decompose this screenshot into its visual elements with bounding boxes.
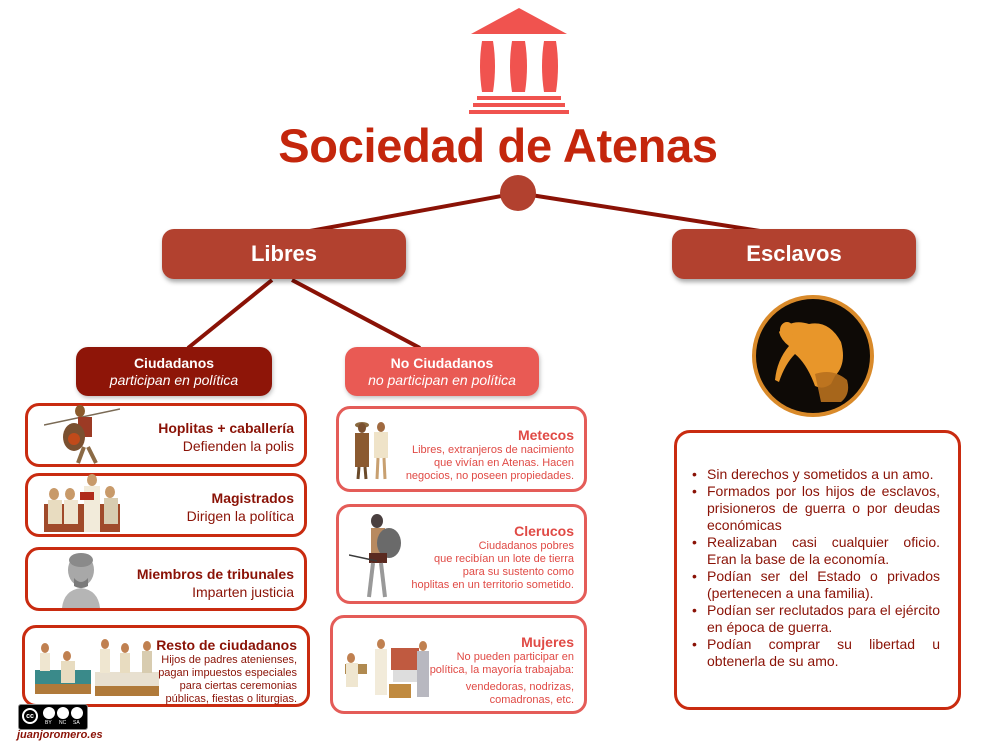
clerucos-desc-line-1: Ciudadanos pobres bbox=[478, 540, 574, 552]
esclavos-bullet-2: • Formados por los hijos de esclavos, prisioneros de guerra o por deudas económicas bbox=[707, 483, 940, 534]
no-ciudadanos-subtitle: no participan en política bbox=[368, 371, 516, 388]
cc-license-badge[interactable] bbox=[18, 704, 88, 730]
ciudadanos-heading: Ciudadanos bbox=[133, 354, 215, 371]
magistrados-heading: Magistrados bbox=[211, 490, 294, 506]
metecos-desc-line-2: que vivían en Atenas. Hacen bbox=[433, 457, 574, 469]
esclavos-bullet-4: • Podían ser del Estado o privados (pertenecen a una familia). bbox=[707, 568, 940, 602]
tribunales-desc: Imparten justicia bbox=[192, 584, 294, 600]
mujeres-heading: Mujeres bbox=[521, 634, 574, 650]
mujeres-desc-line-4: comadronas, etc. bbox=[489, 694, 574, 706]
mujeres-desc-line-2: política, la mayoría trabajaba: bbox=[429, 664, 574, 676]
magistrates-image bbox=[42, 474, 122, 534]
clerucos-desc-line-2: que recibían un lote de tierra bbox=[433, 553, 574, 565]
nc-label: NC bbox=[59, 720, 67, 726]
resto-desc-line-3: para ciertas ceremonias bbox=[179, 680, 297, 692]
esclavos-bullet-list bbox=[677, 466, 958, 670]
page-title: Sociedad de Atenas bbox=[278, 119, 718, 172]
mujeres-desc-line-3: vendedoras, nodrizas, bbox=[465, 681, 574, 693]
sa-icon bbox=[71, 707, 83, 719]
no-ciudadanos-heading: No Ciudadanos bbox=[390, 354, 494, 371]
magistrados-desc: Dirigen la política bbox=[186, 508, 294, 524]
mujeres-desc-line-1: No pueden participar en bbox=[456, 651, 574, 663]
metecos-desc-line-1: Libres, extranjeros de nacimiento bbox=[411, 444, 574, 456]
women-working-image bbox=[343, 638, 433, 700]
esclavos-bullet-6: • Podían comprar su libertad u obtenerla de su amo. bbox=[707, 636, 940, 670]
by-icon bbox=[43, 707, 55, 719]
card-magistrados bbox=[25, 473, 307, 537]
resto-heading: Resto de ciudadanos bbox=[156, 637, 297, 653]
metecos-image bbox=[351, 419, 393, 481]
card-clerucos bbox=[336, 504, 587, 604]
metecos-heading: Metecos bbox=[517, 427, 574, 443]
category-esclavos: Esclavos bbox=[672, 229, 916, 279]
cc-icon: cc bbox=[22, 708, 38, 724]
esclavos-bullet-1: • Sin derechos y sometidos a un amo. bbox=[707, 466, 940, 483]
by-label: BY bbox=[45, 720, 52, 726]
category-libres: Libres bbox=[162, 229, 406, 279]
hoplitas-heading: Hoplitas + caballería bbox=[158, 420, 294, 436]
clerucos-heading: Clerucos bbox=[514, 523, 574, 539]
resto-desc-line-4: públicas, fiestas o liturgias. bbox=[165, 693, 297, 705]
card-metecos bbox=[336, 406, 587, 492]
hoplite-warrior-image bbox=[349, 513, 405, 601]
bust-image bbox=[58, 552, 104, 608]
hoplite-soldier-image bbox=[44, 403, 120, 467]
esclavos-bullet-5: • Podían ser reclutados para el ejército en época de guerra. bbox=[707, 602, 940, 636]
card-resto-ciudadanos bbox=[22, 625, 310, 707]
clerucos-desc-line-4: hoplitas en un territorio sometido. bbox=[411, 579, 574, 591]
clerucos-desc-line-3: para su sustento como bbox=[462, 566, 574, 578]
no-ciudadanos-box bbox=[345, 347, 539, 396]
card-tribunales bbox=[25, 547, 307, 611]
hoplitas-desc: Defienden la polis bbox=[182, 438, 294, 454]
nc-icon bbox=[57, 707, 69, 719]
card-hoplitas bbox=[25, 403, 307, 467]
banquet-image bbox=[35, 638, 159, 696]
sa-label: SA bbox=[73, 720, 80, 726]
ciudadanos-subtitle: participan en política bbox=[109, 371, 239, 388]
esclavos-bullet-3: • Realizaban casi cualquier oficio. Eran la base de la economía. bbox=[707, 534, 940, 568]
metecos-desc-line-3: negocios, no poseen propiedades. bbox=[405, 470, 574, 482]
tribunales-heading: Miembros de tribunales bbox=[136, 566, 294, 582]
author-credit-link[interactable]: juanjoromero.es bbox=[17, 729, 103, 741]
resto-desc-line-1: Hijos de padres atenienses, bbox=[161, 654, 297, 666]
esclavos-info-box bbox=[674, 430, 961, 710]
card-mujeres bbox=[330, 615, 587, 714]
ciudadanos-box bbox=[76, 347, 272, 396]
greek-vase-slave-image bbox=[751, 294, 875, 418]
temple-icon bbox=[469, 8, 569, 116]
resto-desc-line-2: pagan impuestos especiales bbox=[158, 667, 297, 679]
